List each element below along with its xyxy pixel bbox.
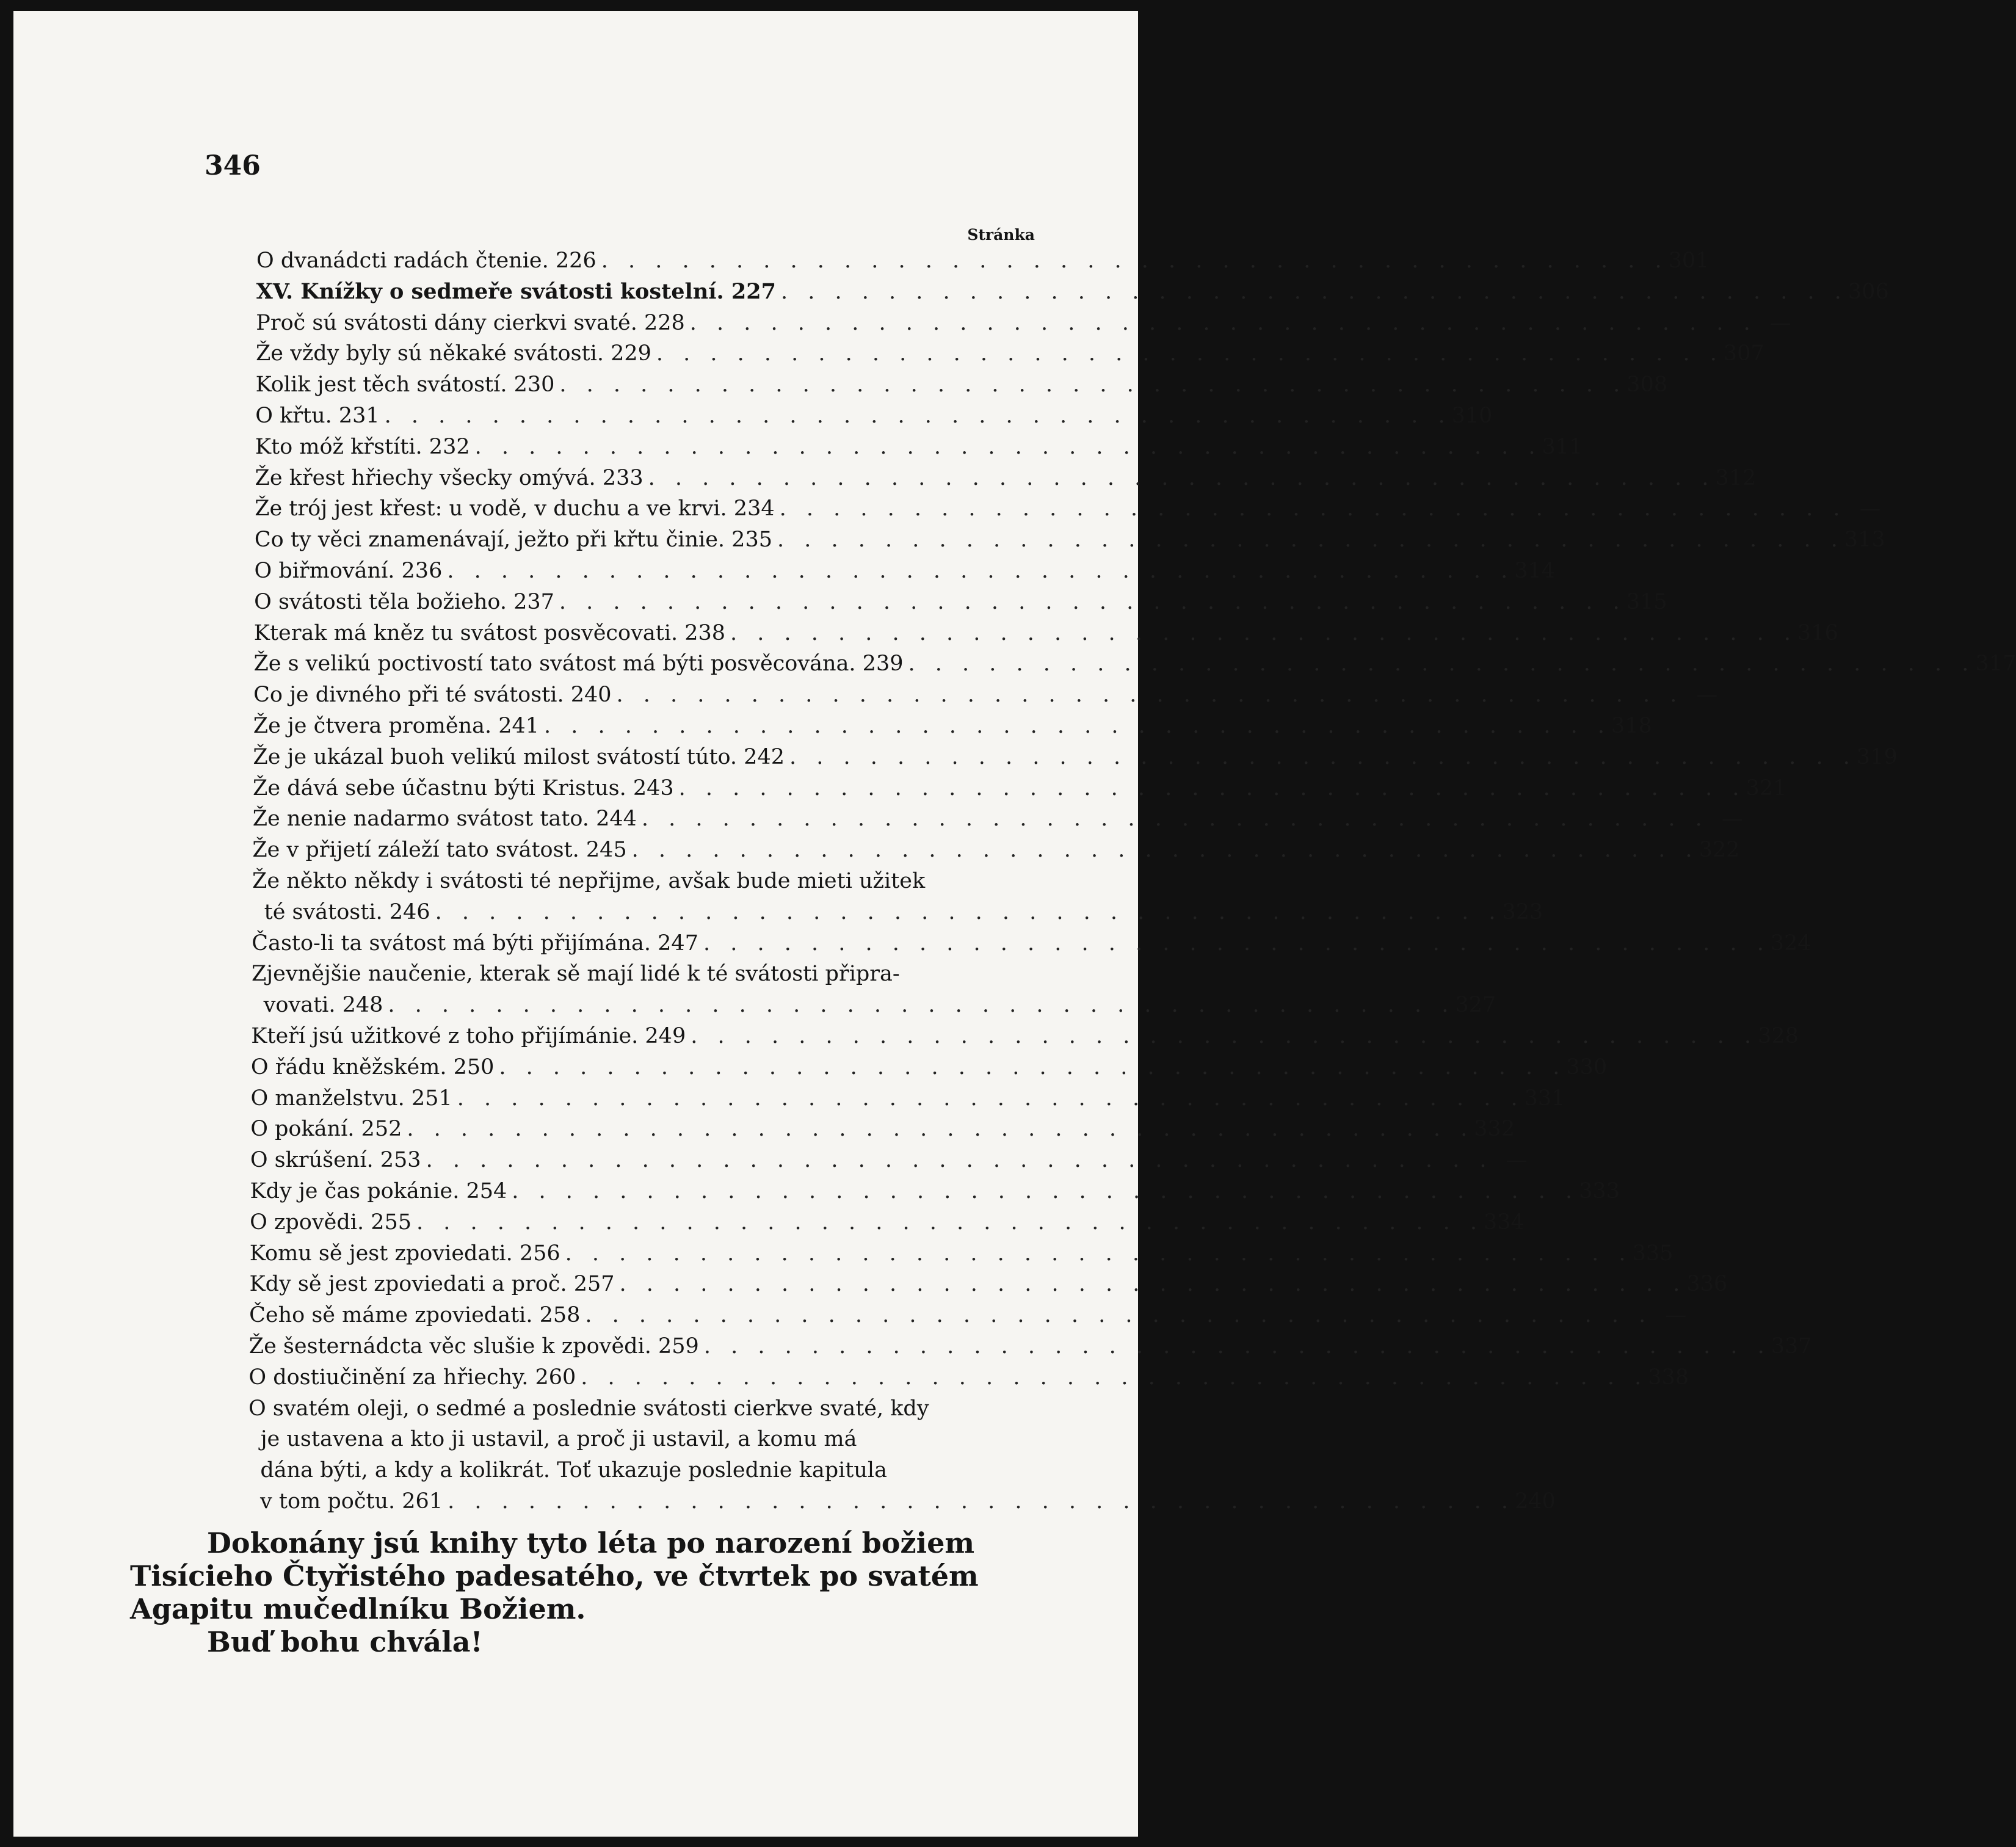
toc-entry-page: 321: [1746, 775, 1787, 800]
toc-leader-dots: . . . . . . . . . . . . . . . . . . . . . . . . . . . . . . . . . . . . . . . .: [730, 620, 1797, 645]
toc-entry: [253, 711, 1652, 741]
toc-leader-dots: . . . . . . . . . . . . . . . . . . . . . . . . . . . . . . . . . . . . . . . .: [457, 1086, 1525, 1111]
toc-entry: [254, 587, 1667, 617]
toc-entry: [264, 897, 1543, 927]
toc-entry-page: 338: [1648, 1365, 1689, 1390]
toc-leader-dots: . . . . . . . . . . . . . . . . . . . . . . . . . . . . . . . . . . . . . . . .: [426, 1148, 1493, 1173]
toc-entry: [256, 308, 1791, 338]
toc-leader-dots: . . . . . . . . . . . . . . . . . . . . . . . . . . . . . . . . . . . . . . . .: [447, 559, 1515, 583]
toc-leader-dots: . . . . . . . . . . . . . . . . . . . . . . . . . . . . . . . . . . . . . . . .: [789, 744, 1857, 769]
toc-entry-line: dána býti, a kdy a kolikrát. Toť ukazuje poslednie kapitula: [260, 1458, 887, 1483]
toc-entry-title: Proč sú svátosti dány cierkvi svaté. 228: [256, 310, 685, 335]
toc-entry-page: 315: [1626, 589, 1667, 614]
toc-entry: [255, 432, 1583, 462]
toc-leader-dots: . . . . . . . . . . . . . . . . . . . . . . . . . . . . . . . . . . . . . . . .: [559, 372, 1627, 397]
toc-entry-page: —: [1769, 310, 1791, 335]
toc-entry-page: 334: [1483, 1210, 1525, 1235]
toc-entry-page: 327: [1455, 993, 1496, 1018]
toc-leader-dots: . . . . . . . . . . . . . . . . . . . . . . . . . . . . . . . . . . . . . . . .: [616, 683, 1684, 708]
toc-entry: [260, 1486, 1556, 1517]
toc-entry-title: Komu sě jest zpoviedati. 256: [249, 1241, 560, 1266]
toc-entry-page: 316: [1797, 620, 1838, 645]
toc-entry: [255, 369, 1668, 400]
toc-entry-line: Zjevnějšie naučenie, kterak sě mají lidé k té svátosti připra-: [251, 962, 900, 987]
toc-entry: [248, 1331, 1812, 1362]
toc-entry-title: O křtu. 231: [255, 404, 380, 428]
toc-entry-title: Že křest hřiechy všecky omývá. 233: [255, 465, 644, 490]
toc-leader-dots: . . . . . . . . . . . . . . . . . . . . . . . . . . . . . . . . . . . . . . . .: [780, 279, 1848, 304]
toc-entry: [255, 338, 1764, 369]
toc-entry-title: O manželstvu. 251: [250, 1086, 452, 1111]
toc-leader-dots: . . . . . . . . . . . . . . . . . . . . . . . . . . . . . . . . . . . . . . . .: [641, 807, 1709, 832]
toc-entry-title: Že trój jest křest: u vodě, v duchu a ve krvi. 234: [255, 496, 775, 521]
page-number: 346: [205, 150, 261, 181]
toc-entry: [253, 680, 1718, 710]
toc-entry-page: 314: [1514, 559, 1556, 583]
toc-entry-page: —: [1506, 1148, 1528, 1173]
toc-entry: [263, 990, 1496, 1020]
toc-entry-title: vovati. 248: [263, 993, 383, 1018]
toc-leader-dots: . . . . . . . . . . . . . . . . . . . . . . . . . . . . . . . . . . . . . . . .: [407, 1117, 1474, 1142]
toc-entry: [252, 835, 1740, 865]
toc-entry: [254, 556, 1556, 586]
toc-entry-line: O svatém oleji, o sedmé a poslednie svátosti cierkve svaté, kdy: [248, 1396, 929, 1421]
toc-leader-dots: . . . . . . . . . . . . . . . . . . . . . . . . . . . . . . . . . . . . . . . .: [384, 404, 1452, 428]
toc-entry-title: v tom počtu. 261: [260, 1489, 443, 1514]
toc-entry-page: 324: [1770, 931, 1811, 956]
toc-entry: [250, 1052, 1608, 1083]
toc-entry-title: O biřmování. 236: [254, 559, 443, 583]
toc-entry: [255, 463, 1757, 493]
toc-entry-title: Že šesternádcta věc slušie k zpovědi. 259: [248, 1334, 699, 1359]
toc-entry-page: 306: [1847, 279, 1889, 304]
toc-entry-title: Čeho sě máme zpoviedati. 258: [249, 1303, 581, 1328]
book-page: [13, 11, 2016, 1837]
toc-entry-line: je ustavena a kto ji ustavil, a proč ji ustavil, a komu má: [260, 1427, 857, 1452]
toc-entry: [253, 648, 2016, 679]
toc-leader-dots: . . . . . . . . . . . . . . . . . . . . . . . . . . . . . . . . . . . . . . . .: [581, 1365, 1648, 1390]
toc-entry-page: 318: [1611, 714, 1652, 738]
toc-entry: [252, 928, 1811, 959]
toc-entry-page: 317: [1975, 651, 2016, 677]
toc-entry-page: 330: [1566, 1054, 1608, 1080]
toc-entry-page: 310: [1451, 404, 1493, 428]
toc-entry: [250, 1207, 1525, 1238]
toc-entry-title: O dostiučinění za hřiechy. 260: [248, 1365, 576, 1390]
toc-leader-dots: . . . . . . . . . . . . . . . . . . . . . . . . . . . . . . . . . . . . . . . .: [779, 496, 1847, 521]
toc-entry-page: —: [1721, 807, 1743, 832]
toc-leader-dots: . . . . . . . . . . . . . . . . . . . . . . . . . . . . . . . . . . . . . . . .: [619, 1272, 1687, 1297]
toc-leader-dots: . . . . . . . . . . . . . . . . . . . . . . . . . . . . . . . . . . . . . . . .: [656, 341, 1724, 366]
toc-entry-page: 336: [1686, 1272, 1728, 1297]
toc-entry: [250, 1145, 1528, 1175]
colophon-line-4: Buď bohu chvála!: [207, 1625, 483, 1658]
toc-entry-title: Že s velikú poctivostí tato svátost má býti posvěcována. 239: [253, 651, 904, 677]
toc-entry-page: 333: [1579, 1179, 1620, 1203]
toc-entry-page: 319: [1856, 744, 1898, 769]
toc-entry-title: Že je čtvera proměna. 241: [253, 714, 540, 738]
toc-leader-dots: . . . . . . . . . . . . . . . . . . . . . . . . . . . . . . . . . . . . . . . .: [691, 1024, 1758, 1048]
toc-entry-page: 313: [1844, 528, 1885, 553]
toc-leader-dots: . . . . . . . . . . . . . . . . . . . . . . . . . . . . . . . . . . . . . . . .: [559, 589, 1626, 614]
toc-leader-dots: . . . . . . . . . . . . . . . . . . . . . . . . . . . . . . . . . . . . . . . .: [703, 1334, 1771, 1359]
toc-entry-title: Že je ukázal buoh velikú milost svátostí túto. 242: [253, 744, 785, 769]
toc-entry-page: —: [1665, 1303, 1687, 1328]
toc-leader-dots: . . . . . . . . . . . . . . . . . . . . . . . . . . . . . . . . . . . . . . . .: [689, 310, 1757, 335]
toc-entry-title: Že dává sebe účastnu býti Kristus. 243: [253, 775, 674, 800]
toc-entry-page: —: [1859, 496, 1881, 521]
toc-entry: [252, 804, 1743, 834]
toc-entry-title: O řádu kněžském. 250: [250, 1054, 495, 1080]
toc-entry-page: 332: [1474, 1117, 1515, 1142]
toc-entry: [253, 742, 1898, 772]
toc-leader-dots: . . . . . . . . . . . . . . . . . . . . . . . . . . . . . . . . . . . . . . . .: [565, 1241, 1633, 1266]
toc-entry-title: O skrúšení. 253: [250, 1148, 421, 1173]
toc-leader-dots: . . . . . . . . . . . . . . . . . . . . . . . . . . . . . . . . . . . . . . . .: [388, 993, 1456, 1018]
toc-leader-dots: . . . . . . . . . . . . . . . . . . . . . . . . . . . . . . . . . . . . . . . .: [448, 1489, 1515, 1514]
toc-entry: [251, 1021, 1799, 1051]
toc-entry-page: —: [1696, 683, 1718, 708]
toc-entry-page: 331: [1524, 1086, 1565, 1111]
toc-leader-dots: . . . . . . . . . . . . . . . . . . . . . . . . . . . . . . . . . . . . . . . .: [703, 931, 1771, 956]
toc-entry-page: 312: [1715, 465, 1757, 490]
colophon-line-2: Tisícieho Čtyřistého padesatého, ve čtvrtek po svatém: [130, 1559, 979, 1592]
toc-entry: [250, 1114, 1515, 1144]
toc-entry-title: Že nenie nadarmo svátost tato. 244: [252, 807, 637, 832]
toc-entry: [249, 1238, 1673, 1269]
toc-entry-title: Kdy je čas pokánie. 254: [250, 1179, 507, 1203]
toc-entry-page: 323: [1502, 899, 1543, 924]
toc-leader-dots: . . . . . . . . . . . . . . . . . . . . . . . . . . . . . . . . . . . . . . . .: [499, 1054, 1567, 1080]
table-of-contents: [13, 11, 2016, 1550]
toc-leader-dots: . . . . . . . . . . . . . . . . . . . . . . . . . . . . . . . . . . . . . . . .: [777, 528, 1844, 553]
toc-entry-title: Kto móž křstíti. 232: [255, 434, 470, 459]
toc-entry-page: 301: [1668, 249, 1710, 273]
toc-leader-dots: . . . . . . . . . . . . . . . . . . . . . . . . . . . . . . . . . . . . . . . .: [908, 651, 1976, 677]
toc-entry-title: Že vždy byly sú někaké svátosti. 229: [255, 341, 651, 366]
toc-entry: [255, 401, 1493, 431]
toc-entry-title: Kteří jsú užitkové z toho přijímánie. 249: [251, 1024, 686, 1048]
toc-entry-title: Kolik jest těch svátostí. 230: [255, 372, 555, 397]
toc-entry-title: Často-li ta svátost má býti přijímána. 247: [252, 931, 698, 956]
toc-entry: [256, 277, 1889, 307]
colophon-line-1: Dokonány jsú knihy tyto léta po narození božiem: [207, 1526, 975, 1559]
toc-entry-title: Kterak má kněz tu svátost posvěcovati. 238: [253, 620, 726, 645]
toc-entry-title: O zpovědi. 255: [250, 1210, 412, 1235]
toc-entry: [254, 524, 1885, 555]
toc-entry-title: O svátosti těla božieho. 237: [254, 589, 554, 614]
toc-leader-dots: . . . . . . . . . . . . . . . . . . . . . . . . . . . . . . . . . . . . . . . .: [678, 775, 1746, 800]
toc-entry: [255, 493, 1881, 524]
toc-entry-page: 240: [1515, 1489, 1556, 1514]
toc-entry-page: 322: [1699, 838, 1740, 863]
toc-entry-title: O dvanádcti radách čtenie. 226: [256, 249, 596, 273]
toc-entry-page: 337: [1771, 1334, 1812, 1359]
toc-entry-title: Co ty věci znamenávají, ježto při křtu činie. 235: [254, 528, 772, 553]
toc-entry: [249, 1300, 1687, 1330]
toc-entry: [248, 1362, 1689, 1393]
colophon: [130, 1526, 1037, 1658]
toc-leader-dots: . . . . . . . . . . . . . . . . . . . . . . . . . . . . . . . . . . . . . . . .: [435, 899, 1503, 924]
toc-entry-title: té svátosti. 246: [264, 899, 430, 924]
toc-entry: [253, 773, 1787, 804]
toc-entry-title: XV. Knížky o sedmeře svátosti kostelní. 227: [256, 278, 776, 304]
toc-leader-dots: . . . . . . . . . . . . . . . . . . . . . . . . . . . . . . . . . . . . . . . .: [631, 838, 1699, 863]
toc-entry-line: Že někto někdy i svátosti té nepřijme, avšak bude mieti užitek: [252, 869, 926, 893]
toc-entry: [250, 1176, 1620, 1207]
colophon-line-3: Agapitu mučedlníku Božiem.: [130, 1592, 586, 1625]
toc-entry-page: 307: [1723, 341, 1764, 366]
toc-entry-title: Kdy sě jest zpoviedati a proč. 257: [249, 1272, 615, 1297]
toc-entry: [249, 1269, 1728, 1299]
toc-leader-dots: . . . . . . . . . . . . . . . . . . . . . . . . . . . . . . . . . . . . . . . .: [512, 1179, 1579, 1203]
toc-entry-page: 308: [1626, 372, 1668, 397]
toc-entry-title: Co je divného při té svátosti. 240: [253, 683, 612, 708]
toc-leader-dots: . . . . . . . . . . . . . . . . . . . . . . . . . . . . . . . . . . . . . . . .: [585, 1303, 1653, 1328]
toc-entry: [256, 245, 1710, 276]
toc-entry-page: 311: [1542, 434, 1583, 459]
toc-entry-page: 335: [1632, 1241, 1673, 1266]
toc-entry: [250, 1083, 1565, 1114]
toc-entry-page: 328: [1758, 1024, 1799, 1048]
toc-leader-dots: . . . . . . . . . . . . . . . . . . . . . . . . . . . . . . . . . . . . . . . .: [601, 249, 1669, 273]
toc-leader-dots: . . . . . . . . . . . . . . . . . . . . . . . . . . . . . . . . . . . . . . . .: [648, 465, 1716, 490]
toc-entry: [253, 618, 1838, 648]
toc-entry-title: Že v přijetí záleží tato svátost. 245: [252, 838, 627, 863]
toc-leader-dots: . . . . . . . . . . . . . . . . . . . . . . . . . . . . . . . . . . . . . . . .: [544, 714, 1611, 738]
toc-entry-title: O pokání. 252: [250, 1117, 402, 1142]
toc-leader-dots: . . . . . . . . . . . . . . . . . . . . . . . . . . . . . . . . . . . . . . . .: [474, 434, 1542, 459]
page-column-header: Stránka: [967, 226, 1035, 244]
toc-leader-dots: . . . . . . . . . . . . . . . . . . . . . . . . . . . . . . . . . . . . . . . .: [416, 1210, 1484, 1235]
